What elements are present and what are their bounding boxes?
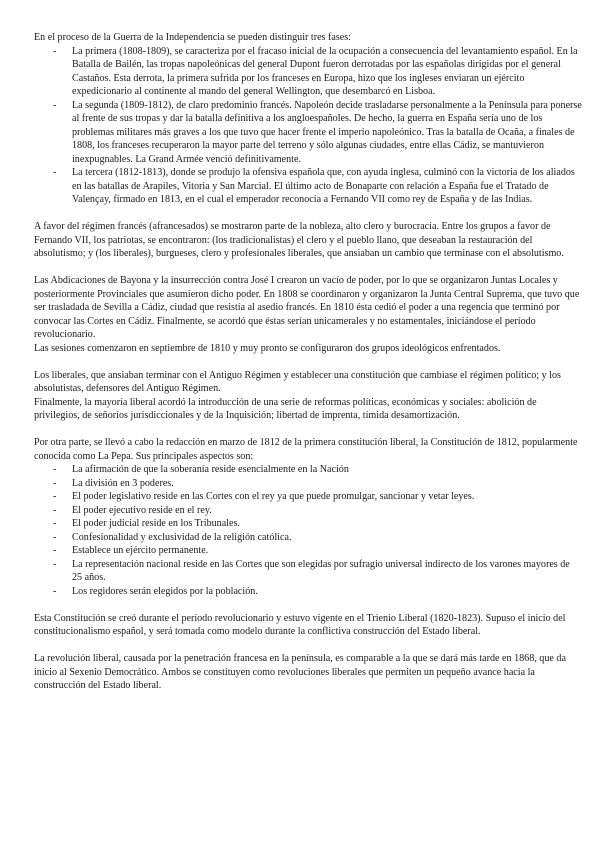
regimen-paragraph: A favor del régimen francés (afrancesados) se mostraron parte de la nobleza, alto clero y burocracia. Entre los grupos a favor de Fernando VII, los patriotas, se encontraron: (los tradicionalistas) el clero y el pueblo llano, que deseaban la restauración del absolutismo; y (los liberales), burgueses, clero y profesionales liberales, que ansiaban un cambio que terminase con el absolutismo. (34, 221, 564, 259)
aspect-item: - La división en 3 poderes. (34, 477, 582, 491)
aspect-item: - Confesionalidad y exclusividad de la religión católica. (34, 531, 582, 545)
mayoria-paragraph: Finalmente, la mayoría liberal acordó la introducción de una serie de reformas políticas, económicas y sociales: abolición de privilegios, de señoríos jurisdiccionales y de la Inquisición; libertad de imprenta, tímida desamortización. (34, 396, 537, 421)
phase-item-2: - La segunda (1809-1812), de claro predominio francés. Napoleón decide trasladarse personalmente a la Península para ponerse al frente de sus tropas y dar la batalla definitiva a los angloespañoles. De hecho, la guerra en España sería uno de los problemas militares más graves a los que tuvo que hacer frente el imperio napoleónico. Tras la batalla de Ocaña, a finales de 1808, los franceses recuperaron la mayor parte del terreno y sólo algunas ciudades, entre ellas Cádiz, se mantuvieron inexpugnables. La Grand Armée venció definitivamente. (34, 99, 582, 167)
constitucion-paragraph: Esta Constitución se creó durante el período revolucionario y estuvo vigente en el Trienio Liberal (1820-1823). Supuso el inicio del constitucionalismo español, y será tomada como modelo durante la conflictiva construcción del Estado liberal. (34, 612, 566, 637)
aspect-item: - Establece un ejército permanente. (34, 544, 582, 558)
aspect-item: - La afirmación de que la soberanía reside esencialmente en la Nación (34, 463, 582, 477)
intro-paragraph: En el proceso de la Guerra de la Independencia se pueden distinguir tres fases: (34, 32, 351, 43)
spacer (34, 598, 582, 612)
phase-item-1: - La primera (1808-1809), se caracteriza por el fracaso inicial de la ocupación a consecuencia del levantamiento español. En la Batalla de Bailén, las tropas napoleónicas del general Dupont fueron derrotadas por las españolas dirigidas por el general Castaños. Esta derrota, la primera sufrida por los franceses en Europa, hizo que los ingleses enviaran un ejército expedicionario al continente al mando del general Wellington, que desembarcó en Lisboa. (34, 45, 582, 99)
pepa-paragraph: Por otra parte, se llevó a cabo la redacción en marzo de 1812 de la primera constitución liberal, la Constitución de 1812, popularmente conocida como La Pepa. Sus principales aspectos son: (34, 437, 578, 462)
aspect-item: - El poder judicial reside en los Tribunales. (34, 517, 582, 531)
aspect-item: - El poder legislativo reside en las Cortes con el rey ya que puede promulgar, sancionar y vetar leyes. (34, 490, 582, 504)
phases-list (34, 45, 582, 207)
aspect-item: - Los regidores serán elegidos por la población. (34, 585, 582, 599)
aspect-item: - La representación nacional reside en las Cortes que son elegidas por sufragio universal indirecto de los varones mayores de 25 años. (34, 558, 582, 585)
spacer (34, 355, 582, 369)
phase-item-3: - La tercera (1812-1813), donde se produjo la ofensiva española que, con ayuda inglesa, culminó con la victoria de los aliados en las batallas de Arapiles, Vitoria y San Marcial. El último acto de Bonaparte con relación a España fue el Tratado de Valençay, firmado en 1813, en el cual el emperador reconocía a Fernando VII como rey de España y de las Indias. (34, 166, 582, 207)
aspects-list (34, 463, 582, 598)
spacer (34, 423, 582, 437)
revolucion-paragraph: La revolución liberal, causada por la penetración francesa en la península, es comparable a la que se dará más tarde en 1868, que da inicio al Sexenio Democrático. Ambos se constituyen como revoluciones liberales que permiten un pequeño avance hacia la construcción del Estado liberal. (34, 653, 566, 691)
document-page (34, 31, 582, 693)
aspect-item: - El poder ejecutivo reside en el rey. (34, 504, 582, 518)
sesiones-paragraph: Las sesiones comenzaron en septiembre de 1810 y muy pronto se configuraron dos grupos ideológicos enfrentados. (34, 342, 501, 354)
liberales-paragraph: Los liberales, que ansiaban terminar con el Antiguo Régimen y establecer una constitución que cambiase el régimen político; y los absolutistas, defensores del Antiguo Régimen. (34, 369, 561, 394)
bayona-paragraph: Las Abdicaciones de Bayona y la insurrección contra José I crearon un vacío de poder, por lo que se organizaron Juntas Locales y posteriormente Provinciales que asumieron dicho poder. En 1808 se coordinaron y organizaron la Junta Central Suprema, que tuvo que ser trasladada de Sevilla a Cádiz, ciudad que resistía al asedio francés. En 1810 ésta cedió el poder a una regencia que terminó por convocar las Cortes en Cádiz. Finalmente, se acordó que éstas serían unicamerales y no estamentales, iniciándose el período revolucionario. (34, 275, 580, 340)
spacer (34, 261, 582, 275)
spacer (34, 207, 582, 221)
spacer (34, 639, 582, 653)
